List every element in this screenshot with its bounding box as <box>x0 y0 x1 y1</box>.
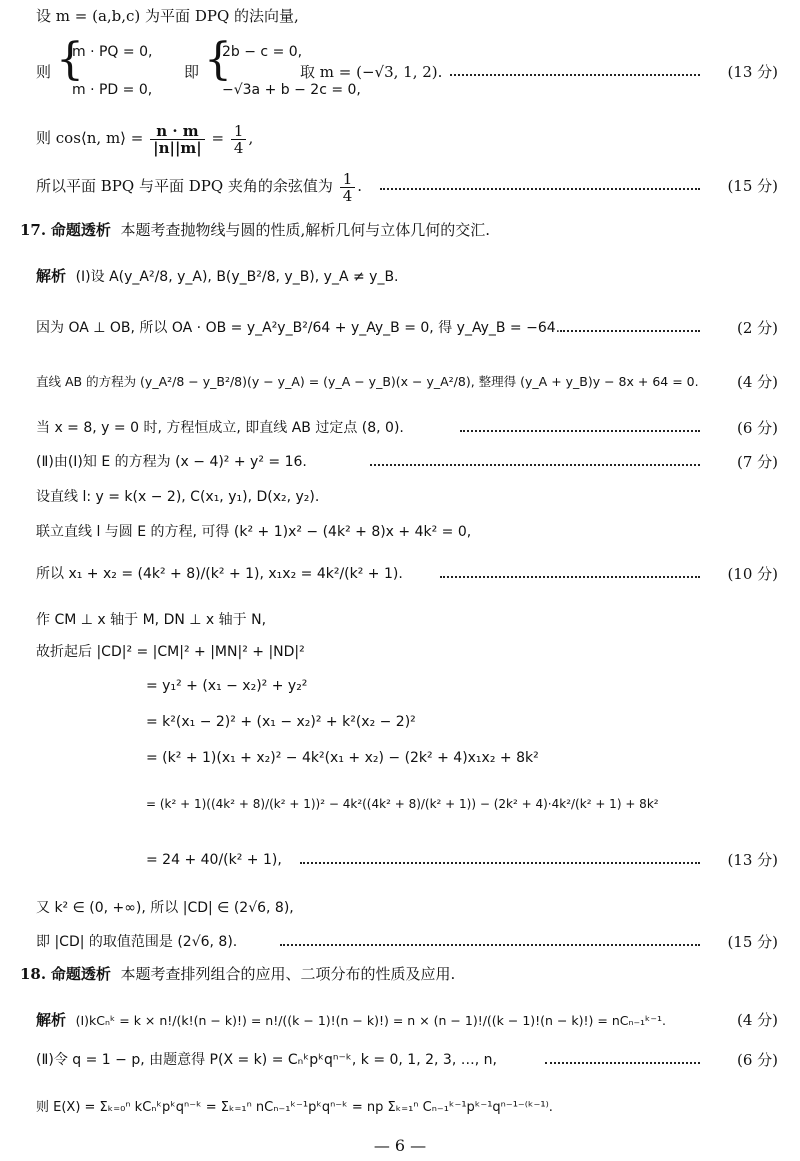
dotted-leader <box>380 188 700 190</box>
score-4b: (4 分) <box>736 1011 778 1029</box>
question-18-header: 18. 命题透析 本题考查排列组合的应用、二项分布的性质及应用. <box>20 965 456 983</box>
score-6: (6 分) <box>736 419 778 437</box>
dotted-leader <box>450 74 700 76</box>
text-line-normal-vector: 设 m = (a,b,c) 为平面 DPQ 的法向量, <box>36 7 299 25</box>
question-17-header: 17. 命题透析 本题考查抛物线与圆的性质,解析几何与立体几何的交汇. <box>20 221 490 239</box>
solution-line-k-range: 又 k² ∈ (0, +∞), 所以 |CD| ∈ (2√6, 8), <box>36 900 294 916</box>
score-15: (15 分) <box>727 177 778 195</box>
equation-2b-c: 2b − c = 0, <box>222 44 303 60</box>
solution-line-fixed-point: 当 x = 8, y = 0 时, 方程恒成立, 即直线 AB 过定点 (8, 0). <box>36 420 404 436</box>
dotted-leader <box>560 330 700 332</box>
text-namely: 即 <box>184 63 200 81</box>
equation-m-pq: m · PQ = 0, <box>72 44 153 60</box>
score-2: (2 分) <box>736 319 778 337</box>
derivation-result: = 24 + 40/(k² + 1), <box>146 852 282 868</box>
solution-line-oa-ob: 因为 OA ⊥ OB, 所以 OA · OB = y_A²y_B²/64 + y_Ay_B = 0, 得 y_Ay_B = −64. <box>36 320 561 336</box>
derivation-step-1: = y₁² + (x₁ − x₂)² + y₂² <box>146 678 308 694</box>
fraction-one-quarter: $\frac{1}{4}$ <box>231 123 247 156</box>
score-7: (7 分) <box>736 453 778 471</box>
dotted-leader <box>370 464 700 466</box>
solution-line-vieta: 所以 x₁ + x₂ = (4k² + 8)/(k² + 1), x₁x₂ = 4k²/(k² + 1). <box>36 566 403 582</box>
derivation-step-3: = (k² + 1)(x₁ + x₂)² − 4k²(x₁ + x₂) − (2k² + 4)x₁x₂ + 8k² <box>146 750 539 766</box>
dotted-leader <box>300 862 700 864</box>
fraction-cos: $\frac{n \cdot m}{|n||m|}$ <box>150 123 205 156</box>
score-4: (4 分) <box>736 373 778 391</box>
dotted-leader <box>545 1062 700 1064</box>
equation-m-pd: m · PD = 0, <box>72 82 153 98</box>
text-then: 则 <box>36 63 52 81</box>
score-10: (10 分) <box>727 565 778 583</box>
left-brace-2: { <box>204 34 232 85</box>
solution-line-perpendicular: 作 CM ⊥ x 轴于 M, DN ⊥ x 轴于 N, <box>36 612 267 628</box>
score-13: (13 分) <box>727 63 778 81</box>
solution-18-expectation: 则 E(X) = Σₖ₌₀ⁿ kCₙᵏpᵏqⁿ⁻ᵏ = Σₖ₌₁ⁿ nCₙ₋₁ᵏ⁻¹pᵏqⁿ⁻ᵏ = np Σₖ₌₁ⁿ Cₙ₋₁ᵏ⁻¹pᵏ⁻¹qⁿ⁻¹⁻⁽ᵏ⁻¹⁾. <box>36 1100 553 1115</box>
derivation-step-4: = (k² + 1)((4k² + 8)/(k² + 1))² − 4k²((4k² + 8)/(k² + 1)) − (2k² + 4)·4k²/(k² + 1) + 8k² <box>146 797 659 811</box>
solution-line-cd-range: 即 |CD| 的取值范围是 (2√6, 8). <box>36 934 238 950</box>
dotted-leader <box>440 576 700 578</box>
score-6b: (6 分) <box>736 1051 778 1069</box>
score-15b: (15 分) <box>727 933 778 951</box>
solution-line-simultaneous: 联立直线 l 与圆 E 的方程, 可得 (k² + 1)x² − (4k² + 8)x + 4k² = 0, <box>36 524 472 540</box>
solution-18-part1: 解析 (Ⅰ)kCₙᵏ = k × n!/(k!(n − k)!) = n!/((k − 1)!(n − k)!) = n × (n − 1)!/((k − 1)!(n − k)!) = nCₙ₋₁ᵏ⁻¹. <box>36 1011 666 1029</box>
equation-sqrt3: −√3a + b − 2c = 0, <box>222 82 361 98</box>
dotted-leader <box>460 430 700 432</box>
solution-18-part2: (Ⅱ)令 q = 1 − p, 由题意得 P(X = k) = Cₙᵏpᵏqⁿ⁻ᵏ, k = 0, 1, 2, 3, …, n, <box>36 1052 497 1068</box>
solution-line-1: 解析 (Ⅰ)设 A(y_A²/8, y_A), B(y_B²/8, y_B), y_A ≠ y_B. <box>36 267 399 285</box>
solution-line-line-l: 设直线 l: y = k(x − 2), C(x₁, y₁), D(x₂, y₂). <box>36 489 320 505</box>
solution-line-folded-cd: 故折起后 |CD|² = |CM|² + |MN|² + |ND|² <box>36 644 305 660</box>
text-cos-result: 所以平面 BPQ 与平面 DPQ 夹角的余弦值为 $\frac{1}{4}$ . <box>36 169 363 205</box>
left-brace-1: { <box>56 34 84 85</box>
dotted-leader <box>280 944 700 946</box>
text-take-m: 取 m = (−√3, 1, 2). <box>300 63 443 81</box>
fraction-result: $\frac{1}{4}$ <box>340 171 356 204</box>
page-number: — 6 — <box>373 1136 427 1155</box>
derivation-step-2: = k²(x₁ − 2)² + (x₁ − x₂)² + k²(x₂ − 2)² <box>146 714 416 730</box>
score-13b: (13 分) <box>727 851 778 869</box>
solution-line-circle-e: (Ⅱ)由(Ⅰ)知 E 的方程为 (x − 4)² + y² = 16. <box>36 454 307 470</box>
solution-line-ab-equation: 直线 AB 的方程为 (y_A²/8 − y_B²/8)(y − y_A) = (y_A − y_B)(x − y_A²/8), 整理得 (y_A + y_B)y − 8x + 64 = 0. <box>36 374 699 389</box>
text-cos-line: 则 cos⟨n, m⟩ = $\frac{n \cdot m}{|n||m|}$ = $\frac{1}{4}$ , <box>36 121 254 157</box>
